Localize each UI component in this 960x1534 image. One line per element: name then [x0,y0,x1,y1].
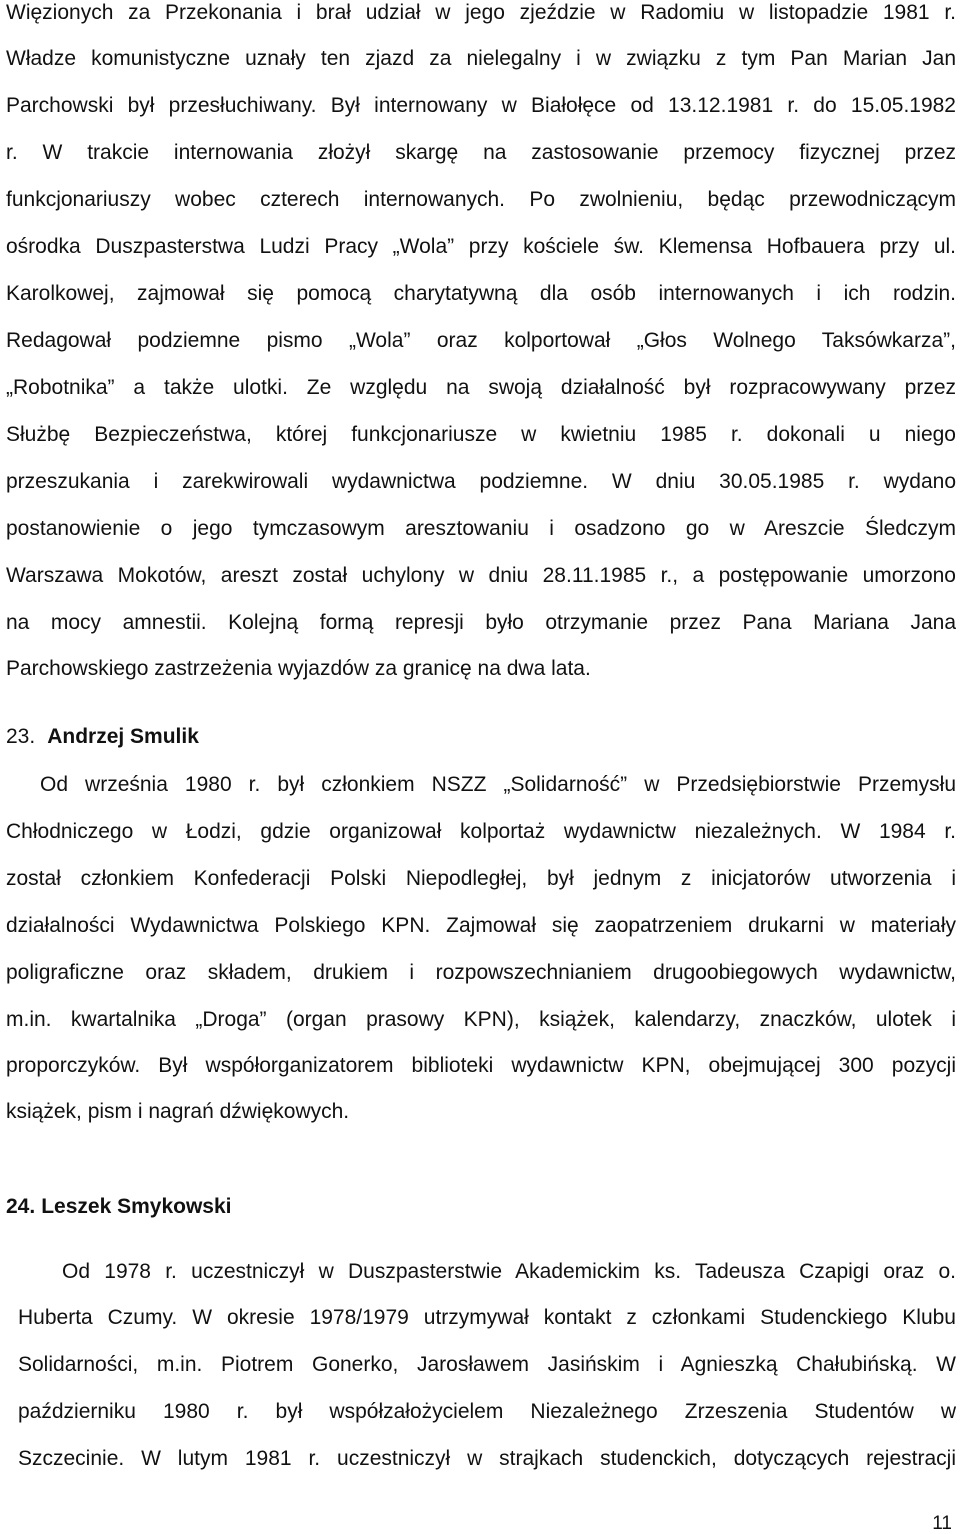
text-line: m.in. kwartalnika „Droga” (organ prasowy KPN), książek, kalendarzy, znaczków, ulotek i [6,1008,956,1031]
text-line: październiku 1980 r. był współzałożycielem Niezależnego Zrzeszenia Studentów w [18,1400,956,1423]
text-line: postanowienie o jego tymczasowym aresztowaniu i osadzono go w Areszcie Śledczym [6,517,956,540]
text-line: na mocy amnestii. Kolejną formą represji było otrzymanie przez Pana Mariana Jana [6,611,956,634]
text-line: poligraficzne oraz składem, drukiem i rozpowszechnianiem drugoobiegowych wydawnictw, [6,961,956,984]
section-name: Leszek Smykowski [41,1195,232,1218]
text-line: Parchowskiego zastrzeżenia wyjazdów za granicę na dwa lata. [6,657,591,680]
section-number: 23. [6,725,36,748]
text-line: został członkiem Konfederacji Polski Niepodległej, był jednym z inicjatorów utworzenia i [6,867,956,890]
section-number: 24. [6,1195,36,1218]
text-line: Parchowski był przesłuchiwany. Był internowany w Białołęce od 13.12.1981 r. do 15.05.1982 [6,94,956,117]
text-line: ośrodka Duszpasterstwa Ludzi Pracy „Wola” przy kościele św. Klemensa Hofbauera przy ul. [6,235,956,258]
text-line: Redagował podziemne pismo „Wola” oraz kolportował „Głos Wolnego Taksówkarza”, [6,329,956,352]
text-line: Karolkowej, zajmował się pomocą charytatywną dla osób internowanych i ich rodzin. [6,282,956,305]
text-line: Od września 1980 r. był członkiem NSZZ „Solidarność” w Przedsiębiorstwie Przemysłu [40,773,956,796]
text-line: Władze komunistyczne uznały ten zjazd za nielegalny i w związku z tym Pan Marian Jan [6,47,956,70]
text-line: Solidarności, m.in. Piotrem Gonerko, Jarosławem Jasińskim i Agnieszką Chałubińską. W [18,1353,956,1376]
text-line: funkcjonariuszy wobec czterech internowanych. Po zwolnieniu, będąc przewodniczącym [6,188,956,211]
text-line: Warszawa Mokotów, areszt został uchylony w dniu 28.11.1985 r., a postępowanie umorzono [6,564,956,587]
text-line: Szczecinie. W lutym 1981 r. uczestniczył w strajkach studenckich, dotyczących rejestracji [18,1447,956,1470]
text-line: działalności Wydawnictwa Polskiego KPN. Zajmował się zaopatrzeniem drukarni w materiały [6,914,956,937]
text-line: Więzionych za Przekonania i brał udział w jego zjeździe w Radomiu w listopadzie 1981 r. [6,1,956,24]
text-line: Huberta Czumy. W okresie 1978/1979 utrzymywał kontakt z członkami Studenckiego Klubu [18,1306,956,1329]
section-heading-23 [6,724,199,750]
text-line: Od 1978 r. uczestniczył w Duszpasterstwie Akademickim ks. Tadeusza Czapigi oraz o. [62,1260,956,1283]
text-line: Chłodniczego w Łodzi, gdzie organizował kolportaż wydawnictw niezależnych. W 1984 r. [6,820,956,843]
text-line: przeszukania i zarekwirowali wydawnictwa podziemne. W dniu 30.05.1985 r. wydano [6,470,956,493]
page-number: 11 [932,1513,952,1534]
section-name: Andrzej Smulik [47,725,199,748]
text-line: r. W trakcie internowania złożył skargę na zastosowanie przemocy fizycznej przez [6,141,956,164]
text-line: „Robotnika” a także ulotki. Ze względu na swoją działalność był rozpracowywany przez [6,376,956,399]
text-line: proporczyków. Był współorganizatorem biblioteki wydawnictw KPN, obejmującej 300 pozycji [6,1054,956,1077]
text-line: Służbę Bezpieczeństwa, której funkcjonariusze w kwietniu 1985 r. dokonali u niego [6,423,956,446]
text-line: książek, pism i nagrań dźwiękowych. [6,1100,350,1123]
section-heading-24 [6,1194,231,1220]
